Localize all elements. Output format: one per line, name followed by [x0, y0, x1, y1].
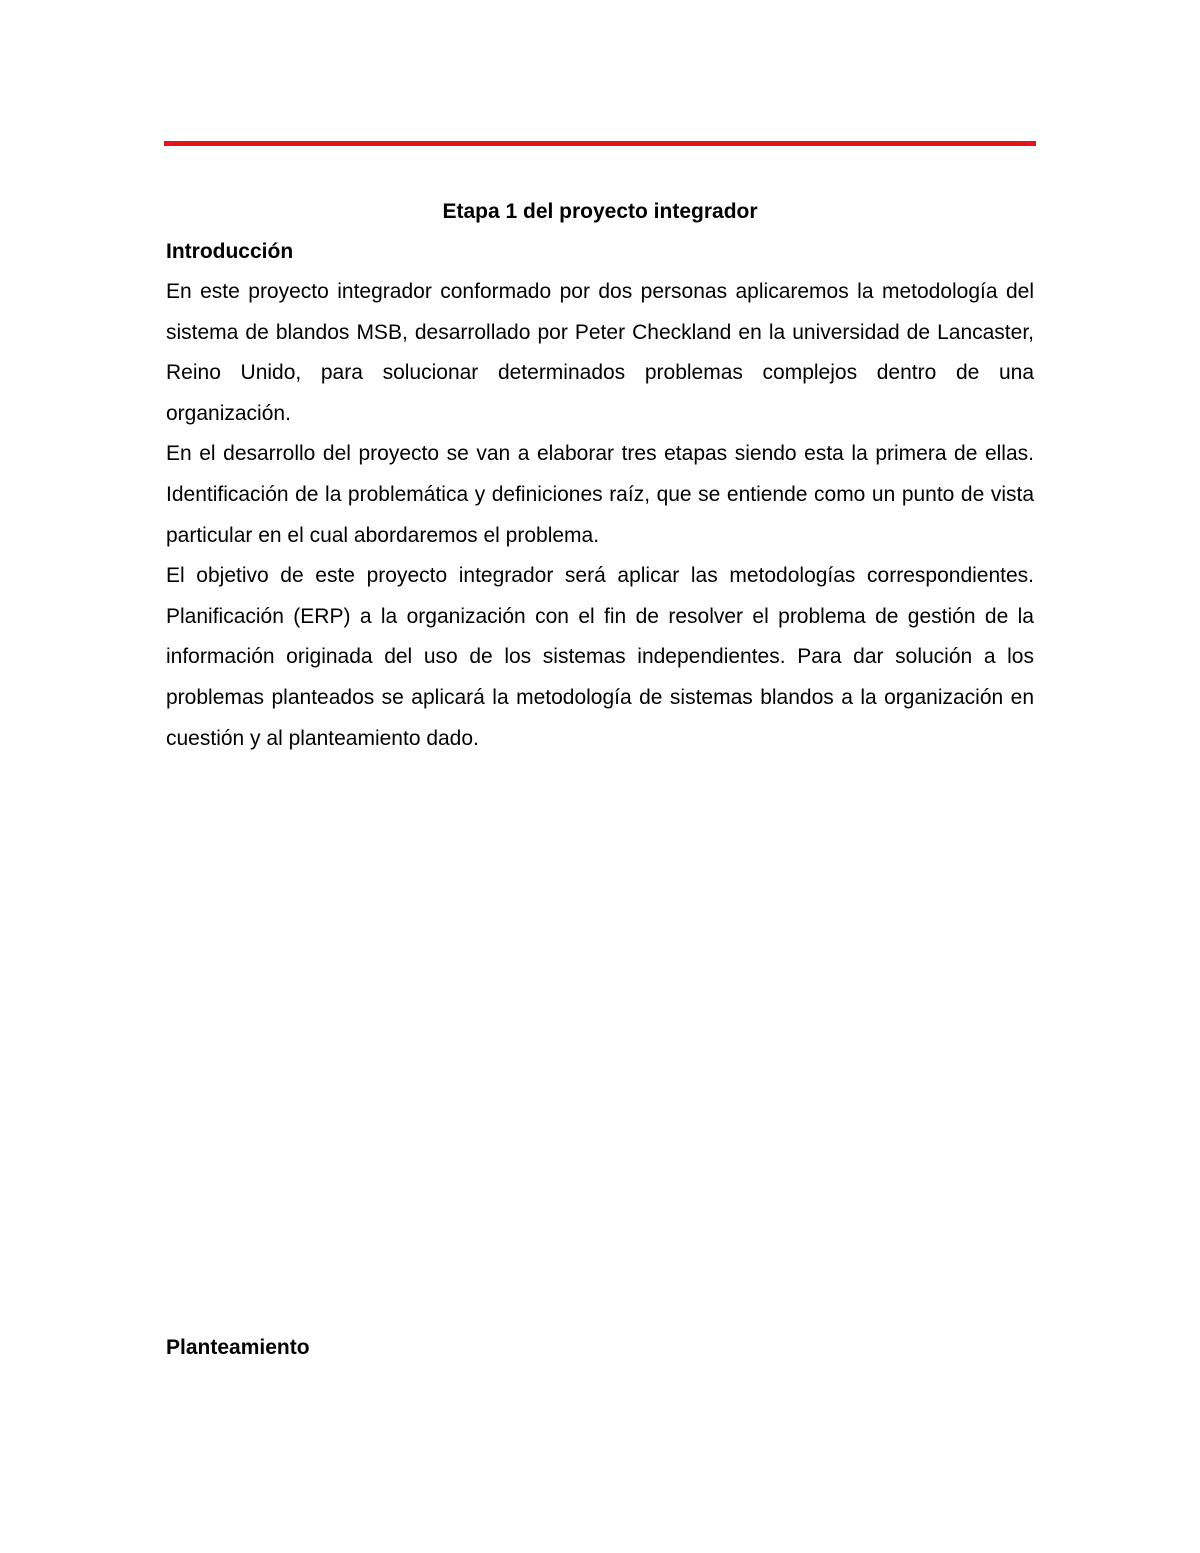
paragraph: En el desarrollo del proyecto se van a elaborar tres etapas siendo esta la primera de ellas. Identificación de la problemática y definiciones raíz, que se entiende como un punto de vista particular en el cual abordaremos el problema.: [166, 442, 1034, 547]
section-heading-planteamiento: Planteamiento: [166, 1336, 310, 1359]
document-body: [166, 192, 1034, 759]
paragraph: El objetivo de este proyecto integrador será aplicar las metodologías correspondientes. Planificación (ERP) a la organización con el fin de resolver el problema de gestión de la información originada del uso de los sistemas independientes. Para dar solución a los problemas planteados se aplicará la metodología de sistemas blandos a la organización en cuestión y al planteamiento dado.: [166, 564, 1034, 750]
paragraph: En este proyecto integrador conformado por dos personas aplicaremos la metodología del sistema de blandos MSB, desarrollado por Peter Checkland en la universidad de Lancaster, Reino Unido, para solucionar determinados problemas complejos dentro de una organización.: [166, 280, 1034, 425]
header-red-rule: [164, 141, 1036, 146]
document-title: Etapa 1 del proyecto integrador: [442, 200, 758, 223]
section-heading-introduccion: Introducción: [166, 240, 294, 263]
